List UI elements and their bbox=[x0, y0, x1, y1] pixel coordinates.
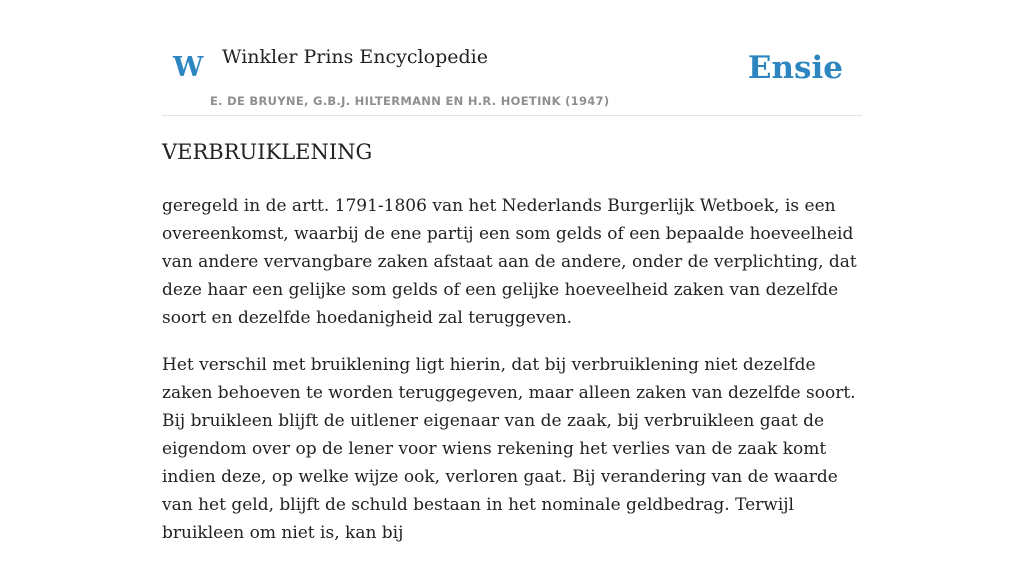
article-title: VERBRUIKLENING bbox=[162, 140, 373, 164]
article-body bbox=[162, 192, 862, 566]
site-header bbox=[162, 40, 862, 116]
article-paragraph-1: geregeld in de artt. 1791-1806 van het Nederlands Burgerlijk Wetboek, is een overeenkomst, waarbij de ene partij een som gelds of een bepaalde hoeveelheid van andere vervangbare zaken afstaat aan de andere, onder de verplichting, dat deze haar een gelijke som gelds of een gelijke hoeveelheid zaken van dezelfde soort en dezelfde hoedanigheid zal teruggeven. bbox=[162, 196, 857, 328]
article-paragraph-2: Het verschil met bruiklening ligt hierin, dat bij verbruiklening niet dezelfde zaken behoeven te worden teruggegeven, maar alleen zaken van dezelfde soort. Bij bruikleen blijft de uitlener eigenaar van de zaak, bij verbruikleen gaat de eigendom over op de lener voor wiens rekening het verlies van de zaak komt indien deze, op welke wijze ook, verloren gaat. Bij verandering van de waarde van het geld, blijft de schuld bestaan in het nominale geldbedrag. Terwijl bruikleen om niet is, kan bij bbox=[162, 355, 856, 543]
ensie-brand-logo[interactable]: Ensie bbox=[747, 50, 843, 86]
authors-line: E. DE BRUYNE, G.B.J. HILTERMANN EN H.R. HOETINK (1947) bbox=[210, 94, 610, 108]
winkler-prins-logo[interactable]: W bbox=[173, 52, 204, 83]
site-title: Winkler Prins Encyclopedie bbox=[222, 46, 488, 68]
